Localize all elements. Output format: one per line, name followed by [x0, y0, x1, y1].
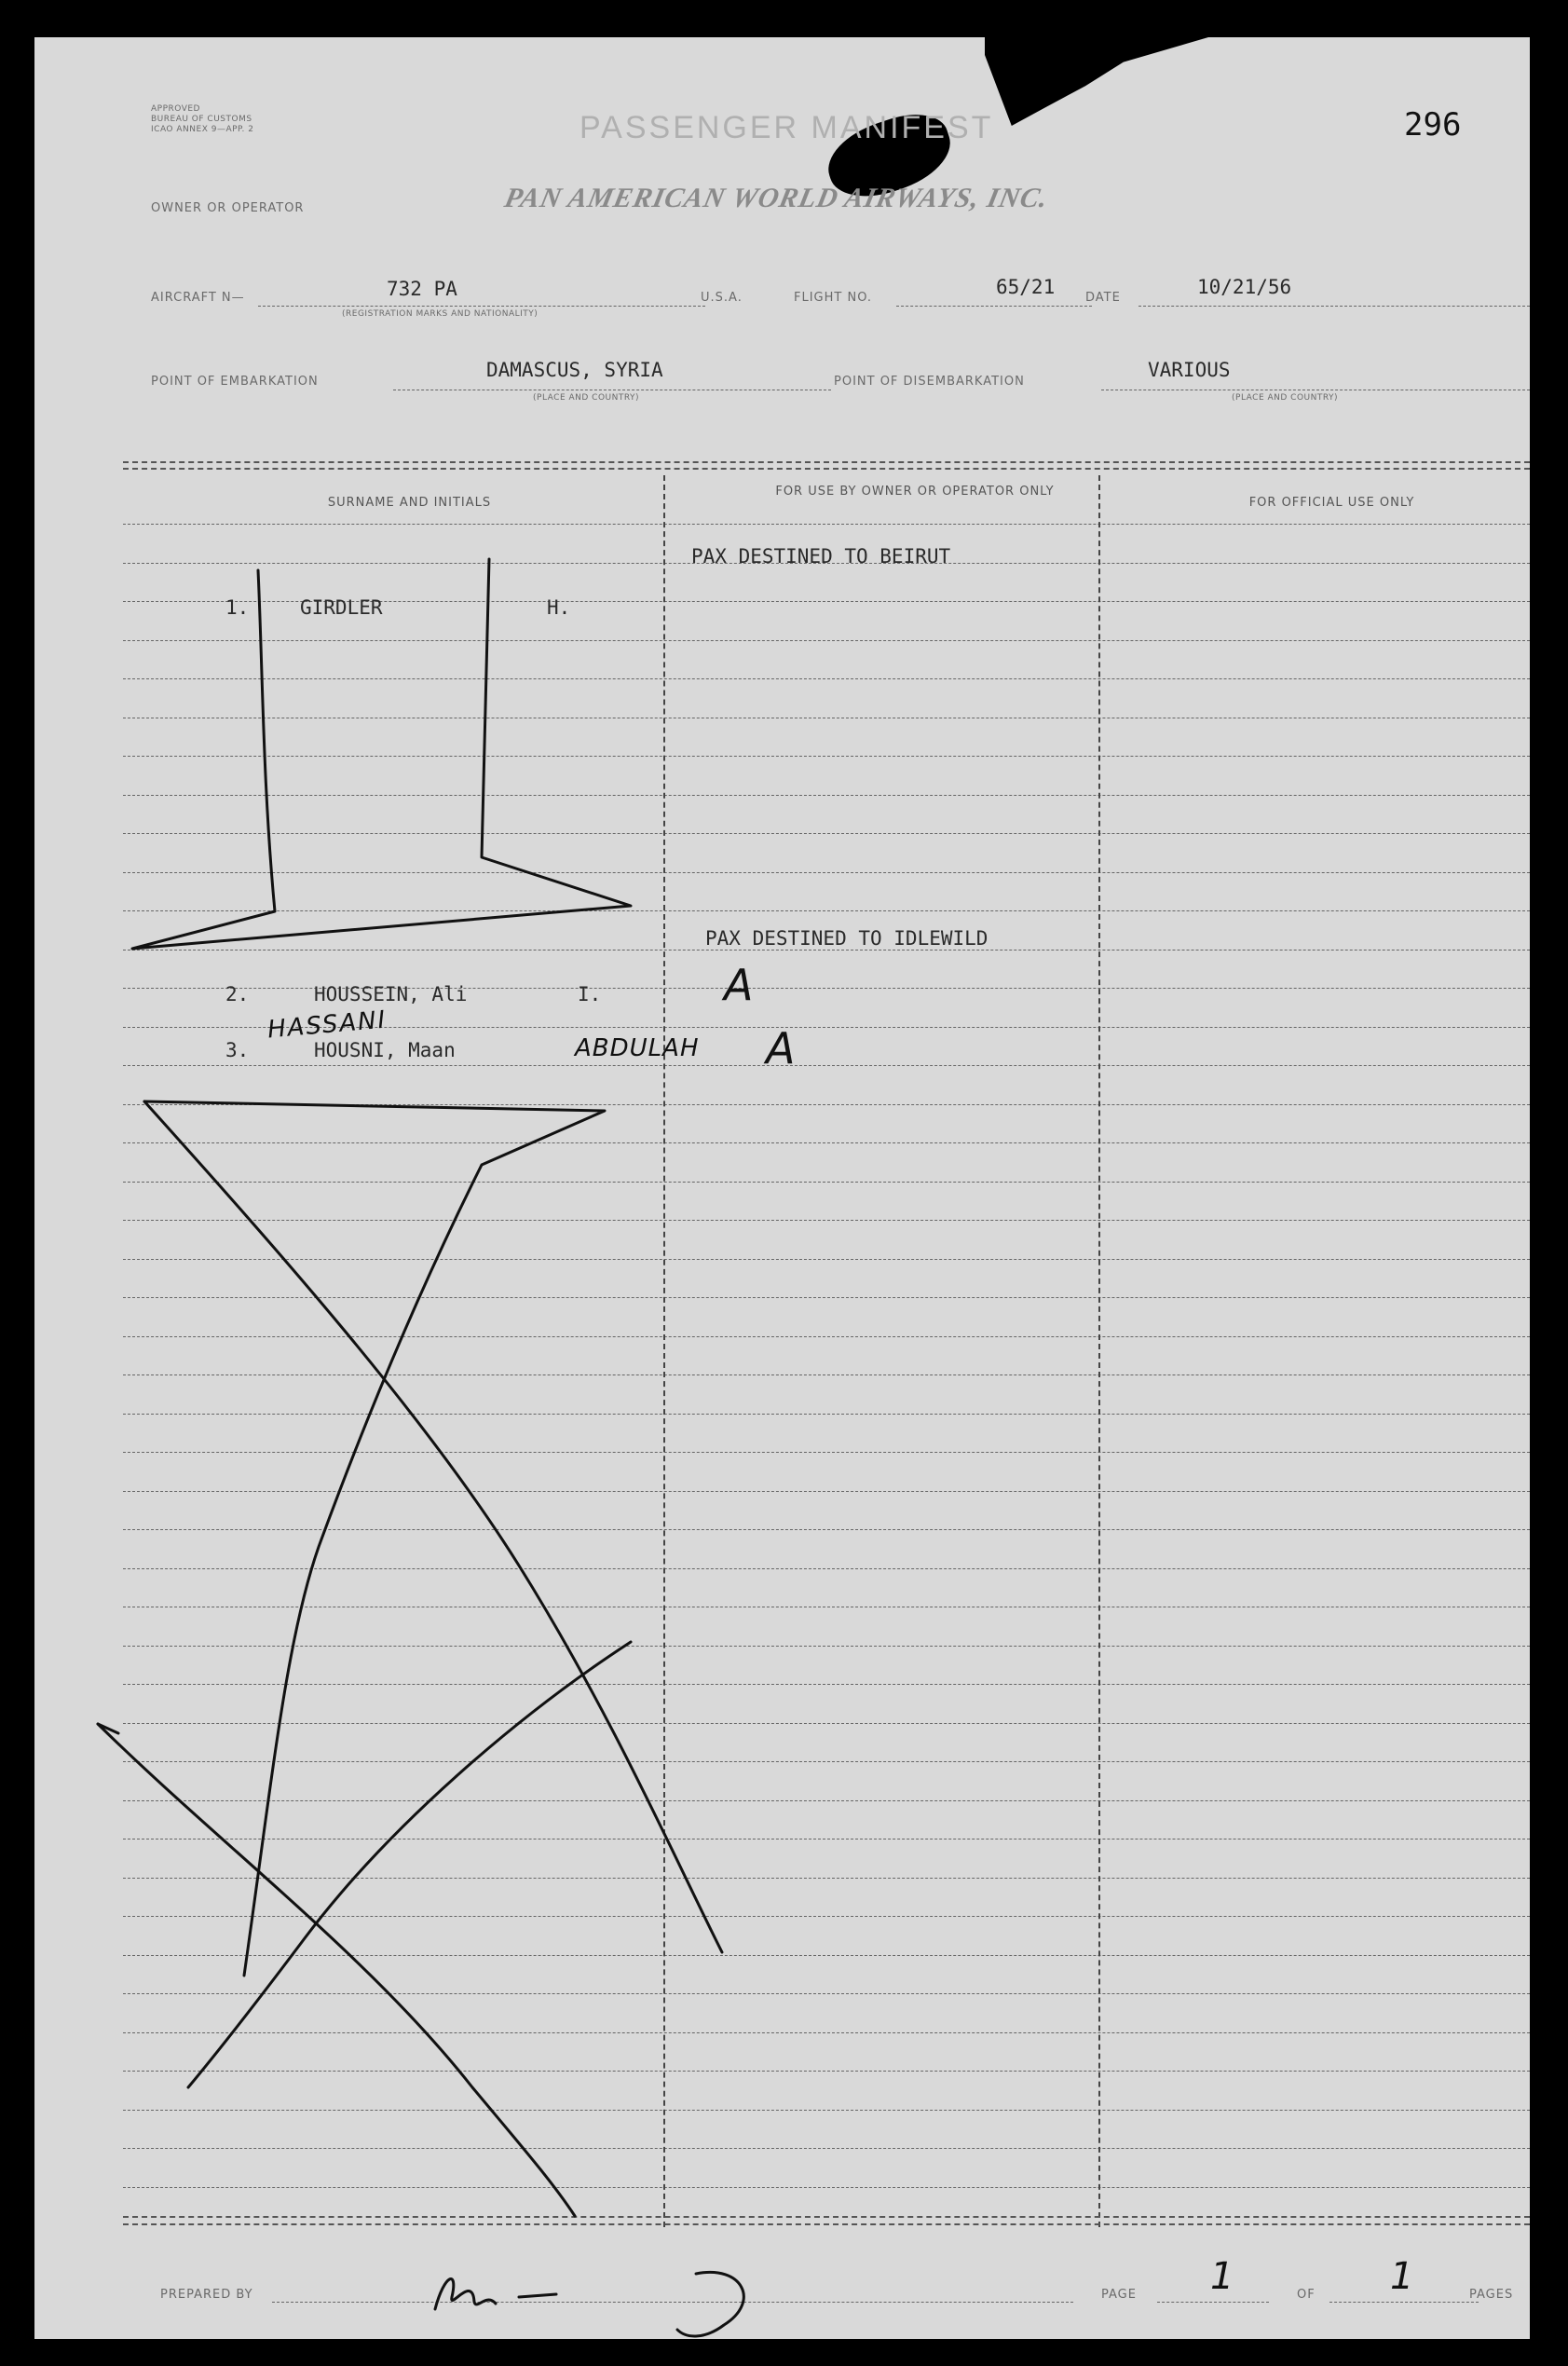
disembark-caption: (PLACE AND COUNTRY) [1232, 393, 1339, 403]
date-value: 10/21/56 [1197, 276, 1292, 298]
crossout-stroke-2 [144, 1101, 722, 1952]
crossout-stroke-1 [144, 1101, 605, 1976]
owner-label: OWNER OR OPERATOR [151, 201, 305, 215]
passenger-3-mark: A [766, 1023, 796, 1074]
signature [435, 2272, 743, 2336]
group1-note: PAX DESTINED TO BEIRUT [691, 545, 951, 568]
prepared-label: PREPARED BY [160, 2288, 253, 2302]
crossout-stroke-3 [98, 1724, 575, 2216]
flight-value: 65/21 [996, 276, 1056, 298]
col-owner-use: FOR USE BY OWNER OR OPERATOR ONLY [775, 485, 1055, 499]
passenger-2-name: HOUSSEIN, Ali [314, 983, 468, 1005]
passenger-3-number: 3. [225, 1039, 250, 1061]
embark-caption: (PLACE AND COUNTRY) [533, 393, 640, 403]
sheet-number: 296 [1404, 106, 1462, 144]
page-value: 1 [1210, 2255, 1234, 2298]
of-value: 1 [1390, 2255, 1414, 2298]
crossout-stroke-4 [188, 1642, 631, 2087]
embark-label: POINT OF EMBARKATION [151, 375, 319, 389]
col-official: FOR OFFICIAL USE ONLY [1248, 496, 1415, 510]
approval-note: APPROVED BUREAU OF CUSTOMS ICAO ANNEX 9—APP. 2 [151, 104, 254, 134]
aircraft-value: 732 PA [387, 278, 457, 300]
pen-marks [34, 37, 1530, 2339]
passenger-2-mark: A [724, 960, 754, 1010]
bracket-mark [132, 559, 631, 949]
disembark-value: VARIOUS [1148, 359, 1231, 381]
passenger-3-name: HOUSNI, Maan [314, 1039, 456, 1061]
registration-caption: (REGISTRATION MARKS AND NATIONALITY) [342, 309, 539, 319]
form-title: PASSENGER MANIFEST [579, 110, 994, 145]
passenger-3-correction: HASSANI [266, 1005, 389, 1045]
page-label: PAGE [1101, 2288, 1137, 2302]
manifest-sheet [34, 37, 1530, 2339]
date-label: DATE [1085, 291, 1121, 305]
of-label: OF [1297, 2288, 1316, 2302]
passenger-2-initials: I. [578, 983, 602, 1005]
aircraft-label: AIRCRAFT N— [151, 291, 245, 305]
passenger-1-initials: H. [547, 596, 571, 619]
col-surname: SURNAME AND INITIALS [327, 496, 492, 510]
embark-value: DAMASCUS, SYRIA [486, 359, 663, 381]
operator-name: PAN AMERICAN WORLD AIRWAYS, INC. [501, 183, 1052, 213]
pages-label: PAGES [1469, 2288, 1514, 2302]
passenger-1-name: GIRDLER [300, 596, 383, 619]
country-label: U.S.A. [701, 291, 743, 305]
group2-note: PAX DESTINED TO IDLEWILD [705, 927, 989, 950]
passenger-2-number: 2. [225, 983, 250, 1005]
disembark-label: POINT OF DISEMBARKATION [834, 375, 1025, 389]
flight-label: FLIGHT NO. [794, 291, 873, 305]
passenger-3-initials: ABDULAH [575, 1034, 700, 1062]
passenger-1-number: 1. [225, 596, 250, 619]
